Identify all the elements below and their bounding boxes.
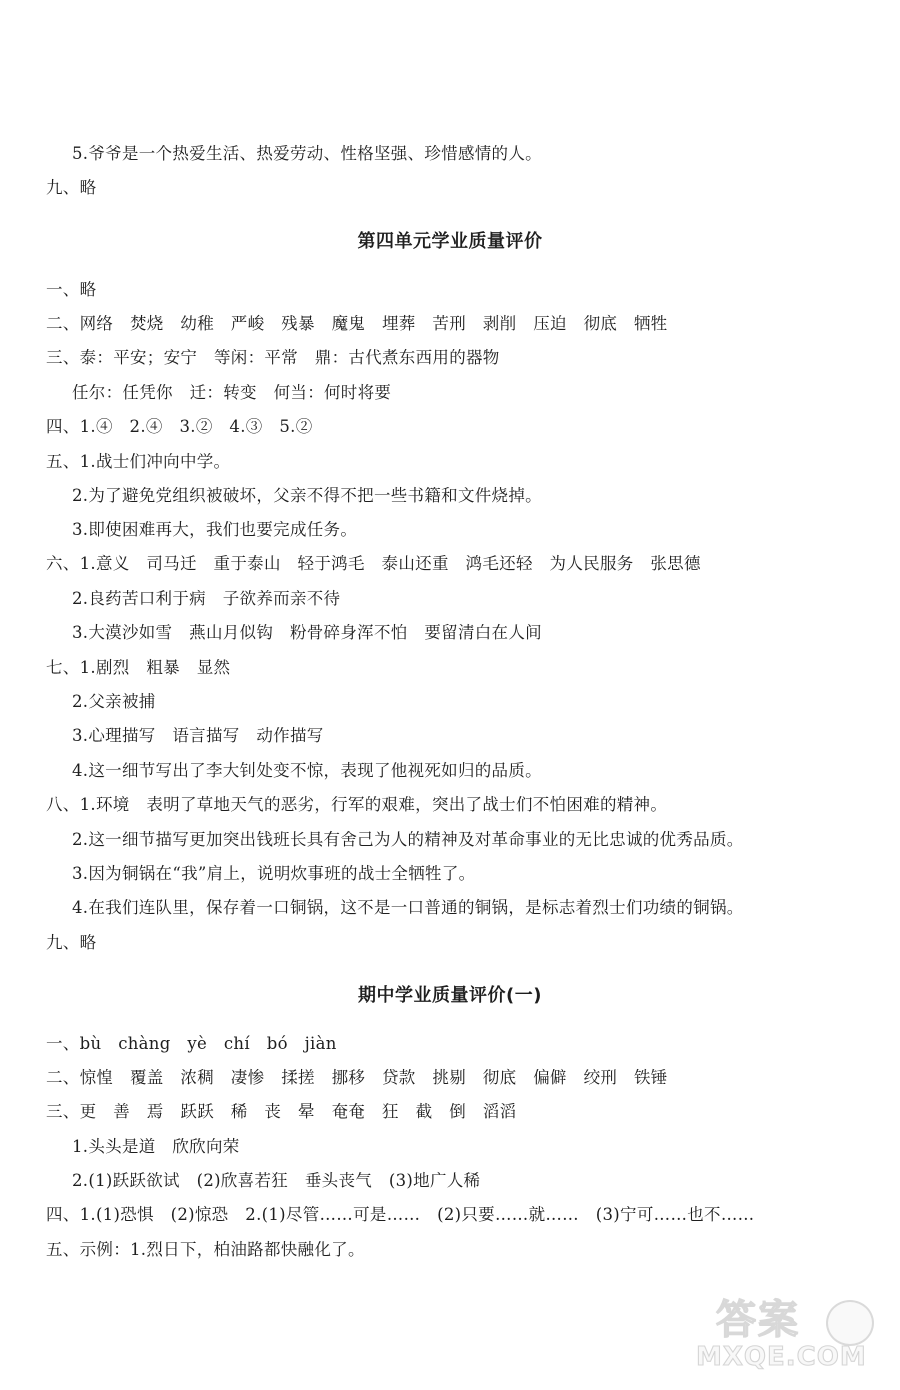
answer-line-9b: 九、略 (46, 933, 97, 952)
midterm-line-3-2: 2.(1)跃跃欲试 (2)欣喜若狂 垂头丧气 (3)地广人稀 (72, 1171, 481, 1190)
answer-line-5: 5.爷爷是一个热爱生活、热爱劳动、性格坚强、珍惜感情的人。 (72, 144, 542, 163)
answer-line-6-1: 六、1.意义 司马迁 重于泰山 轻于鸿毛 泰山还重 鸿毛还轻 为人民服务 张思德 (46, 554, 701, 573)
watermark-bottom-text: MXQE.COM (696, 1342, 867, 1372)
answer-line-8-1: 八、1.环境 表明了草地天气的恶劣，行军的艰难，突出了战士们不怕困难的精神。 (46, 795, 668, 814)
midterm-line-4: 四、1.(1)恐惧 (2)惊恐 2.(1)尽管……可是…… (2)只要……就…… (3)宁可……也不…… (46, 1205, 755, 1224)
midterm-line-2: 二、惊惶 覆盖 浓稠 凄惨 揉搓 挪移 贷款 挑剔 彻底 偏僻 绞刑 铁锤 (46, 1068, 668, 1087)
answer-line-8-3: 3.因为铜锅在“我”肩上，说明炊事班的战士全牺牲了。 (72, 864, 476, 883)
answer-line-9: 九、略 (46, 178, 97, 197)
answer-line-7-4: 4.这一细节写出了李大钊处变不惊，表现了他视死如归的品质。 (72, 761, 542, 780)
midterm-line-3-1: 1.头头是道 欣欣向荣 (72, 1137, 240, 1156)
answer-line-6-2: 2.良药苦口利于病 子欲养而亲不待 (72, 589, 341, 608)
answer-line-2: 二、网络 焚烧 幼稚 严峻 残暴 魔鬼 埋葬 苦刑 剥削 压迫 彻底 牺牲 (46, 314, 668, 333)
section-title-midterm: 期中学业质量评价(一) (358, 985, 542, 1006)
answer-line-6-3: 3.大漠沙如雪 燕山月似钩 粉骨碎身浑不怕 要留清白在人间 (72, 623, 542, 642)
midterm-line-1: 一、bù chàng yè chí bó jiàn (46, 1034, 337, 1053)
answer-line-5-3: 3.即使困难再大，我们也要完成任务。 (72, 520, 358, 539)
answer-line-5-2: 2.为了避免党组织被破坏，父亲不得不把一些书籍和文件烧掉。 (72, 486, 542, 505)
watermark-logo (696, 1298, 886, 1376)
section-title-unit4: 第四单元学业质量评价 (357, 231, 543, 252)
answer-line-4: 四、1.④ 2.④ 3.② 4.③ 5.② (46, 417, 313, 436)
answer-line-1: 一、略 (46, 280, 97, 299)
answer-line-8-4: 4.在我们连队里，保存着一口铜锅，这不是一口普通的铜锅，是标志着烈士们功绩的铜锅。 (72, 898, 744, 917)
answer-line-5-1: 五、1.战士们冲向中学。 (46, 452, 231, 471)
answer-line-3-cont: 任尔：任凭你 迁：转变 何当：何时将要 (72, 383, 392, 402)
answer-line-7-3: 3.心理描写 语言描写 动作描写 (72, 726, 324, 745)
midterm-line-3: 三、更 善 焉 跃跃 稀 丧 晕 奄奄 狂 截 倒 滔滔 (46, 1102, 517, 1121)
answer-line-8-2: 2.这一细节描写更加突出钱班长具有舍己为人的精神及对革命事业的无比忠诚的优秀品质。 (72, 830, 744, 849)
watermark-top-text: 答案 (716, 1297, 800, 1343)
watermark-badge-icon (826, 1300, 874, 1346)
answer-line-7-1: 七、1.剧烈 粗暴 显然 (46, 658, 231, 677)
midterm-line-5: 五、示例：1.烈日下，柏油路都快融化了。 (46, 1240, 365, 1259)
answer-line-3: 三、泰：平安；安宁 等闲：平常 鼎：古代煮东西用的器物 (46, 348, 500, 367)
answer-line-7-2: 2.父亲被捕 (72, 692, 156, 711)
